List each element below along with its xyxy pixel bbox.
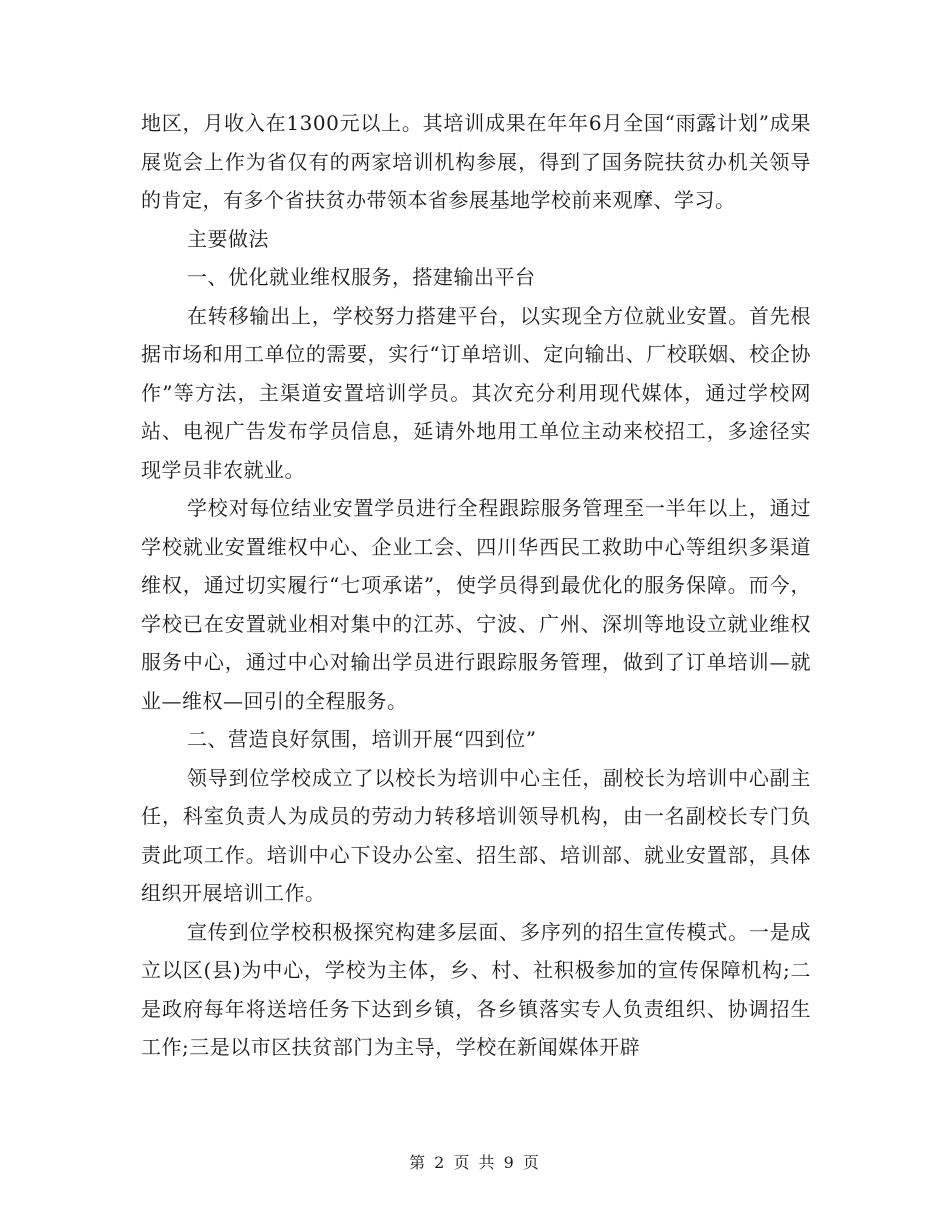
section-heading-one: 一、优化就业维权服务，搭建输出平台 — [187, 265, 536, 289]
page-number-footer: 第 2 页 共 9 页 — [409, 1153, 541, 1172]
section-heading-main-methods: 主要做法 — [187, 226, 269, 251]
paragraph-publicity: 宣传到位学校积极探究构建多层面、多序列的招生宣传模式。一是成立以区(县)为中心，学校为主体，乡、村、社积极参加的宣传保障机构;二是政府每年将送培任务下达到乡镇，各乡镇落实专人负责组织、协调招生工作;三是以市区扶贫部门为主导，学校在新闻媒体开辟 — [141, 919, 811, 1059]
paragraph-tracking-service: 学校对每位结业安置学员进行全程跟踪服务管理至一半年以上，通过学校就业安置维权中心、企业工会、四川华西民工救助中心等组织多渠道维权，通过切实履行“七项承诺”，使学员得到最优化的服务保障。而今，学校已在安置就业相对集中的江苏、宁波、广州、深圳等地设立就业维权服务中心，通过中心对输出学员进行跟踪服务管理，做到了订单培训—就业—维权—回引的全程服务。 — [141, 496, 811, 713]
section-heading-two: 二、营造良好氛围，培训开展“四到位” — [187, 727, 537, 751]
paragraph-leadership: 领导到位学校成立了以校长为培训中心主任，副校长为培训中心副主任，科室负责人为成员的劳动力转移培训领导机构，由一名副校长专门负责此项工作。培训中心下设办公室、招生部、培训部、就业安置部，具体组织开展培训工作。 — [141, 765, 811, 905]
paragraph-continuation: 地区，月收入在1300元以上。其培训成果在年年6月全国“雨露计划”成果展览会上作为省仅有的两家培训机构参展，得到了国务院扶贫办机关领导的肯定，有多个省扶贫办带领本省参展基地学校前来观摩、学习。 — [141, 111, 811, 212]
document-body — [141, 104, 811, 1067]
paragraph-transfer-output: 在转移输出上，学校努力搭建平台，以实现全方位就业安置。首先根据市场和用工单位的需要，实行“订单培训、定向输出、厂校联姻、校企协作”等方法，主渠道安置培训学员。其次充分利用现代媒体，通过学校网站、电视广告发布学员信息，延请外地用工单位主动来校招工，多途径实现学员非农就业。 — [141, 303, 811, 482]
